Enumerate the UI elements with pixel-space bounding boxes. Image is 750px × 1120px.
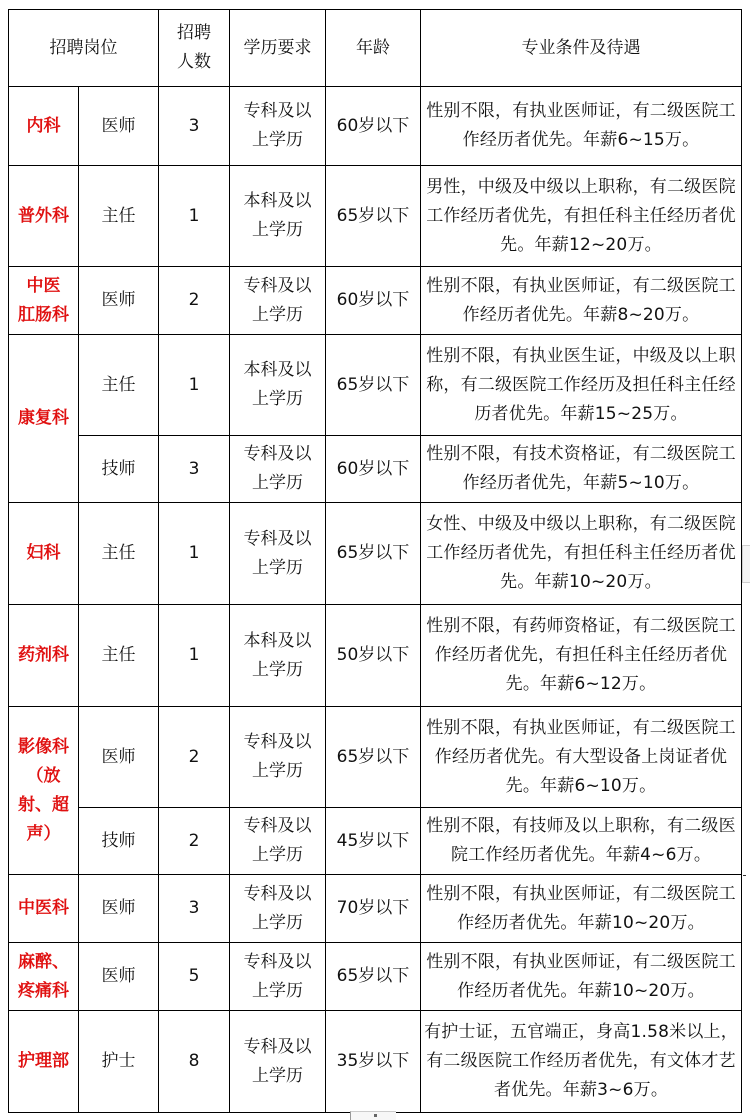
age-cell: 45岁以下: [326, 808, 421, 875]
table-row: [9, 943, 742, 1011]
dept-line-4: 声）: [26, 823, 61, 844]
description-cell: 性别不限，有执业医师证，有二级医院工作经历者优先。年薪10~20万。: [421, 943, 742, 1011]
role-cell: 医师: [79, 87, 159, 166]
education-cell: [230, 436, 326, 503]
dept-cell: 中医科: [9, 875, 79, 943]
education-line-1: 专科及以: [243, 1036, 312, 1057]
table-row: [9, 267, 742, 335]
education-cell: [230, 87, 326, 166]
role-cell: 主任: [79, 503, 159, 605]
dept-line-1: 影像科: [18, 736, 69, 757]
age-cell: 50岁以下: [326, 605, 421, 707]
education-line-1: 专科及以: [243, 732, 312, 752]
count-cell: 2: [159, 808, 230, 875]
side-scroll-handle[interactable]: [742, 545, 750, 583]
header-count-line-1: 招聘: [177, 23, 211, 43]
role-cell: 技师: [79, 808, 159, 875]
education-line-1: 专科及以: [243, 101, 312, 121]
role-cell: 医师: [79, 267, 159, 335]
role-cell: 主任: [79, 335, 159, 436]
education-line-1: 专科及以: [243, 816, 312, 836]
education-line-2: 上学历: [252, 220, 303, 240]
description-cell: 性别不限，有执业医生证，中级及以上职称，有二级医院工作经历及担任科主任经历者优先。年薪15~25万。: [421, 335, 742, 436]
header-age: 年龄: [326, 10, 421, 87]
count-cell: 1: [159, 166, 230, 267]
education-line-1: 专科及以: [243, 444, 312, 464]
education-cell: [230, 707, 326, 808]
role-cell: 护士: [79, 1011, 159, 1113]
education-line-2: 上学历: [252, 845, 303, 865]
age-cell: 70岁以下: [326, 875, 421, 943]
dept-line-3: 射、超: [18, 794, 69, 815]
dept-cell: 妇科: [9, 503, 79, 605]
education-cell: [230, 335, 326, 436]
education-cell: [230, 267, 326, 335]
education-cell: [230, 166, 326, 267]
table-row: [9, 605, 742, 707]
dept-cell: 内科: [9, 87, 79, 166]
education-line-2: 上学历: [252, 473, 303, 493]
table-row: [9, 1011, 742, 1113]
description-cell: 性别不限，有执业医师证，有二级医院工作经历者优先。年薪6~15万。: [421, 87, 742, 166]
age-cell: 60岁以下: [326, 267, 421, 335]
education-line-2: 上学历: [252, 912, 303, 933]
role-cell: 主任: [79, 605, 159, 707]
table-row: [9, 503, 742, 605]
age-cell: 65岁以下: [326, 335, 421, 436]
education-line-2: 上学历: [252, 1065, 303, 1086]
header-position: 招聘岗位: [9, 10, 159, 87]
education-line-1: 本科及以: [243, 630, 312, 651]
education-cell: [230, 943, 326, 1011]
edge-tick: [743, 875, 746, 876]
header-count: [159, 10, 230, 87]
header-education: 学历要求: [230, 10, 326, 87]
education-line-1: 专科及以: [243, 883, 312, 904]
count-cell: 3: [159, 87, 230, 166]
count-cell: 8: [159, 1011, 230, 1113]
header-row: [9, 10, 742, 87]
table-row: [9, 707, 742, 808]
count-cell: 3: [159, 436, 230, 503]
count-cell: 1: [159, 335, 230, 436]
dept-line-2: 肛肠科: [18, 304, 69, 325]
education-cell: [230, 1011, 326, 1113]
role-cell: 医师: [79, 943, 159, 1011]
description-cell: 有护士证，五官端正，身高1.58米以上，有二级医院工作经历者优先，有文体才艺者优先。年薪3~6万。: [421, 1011, 742, 1113]
table-row: [9, 87, 742, 166]
description-cell: 性别不限，有药师资格证，有二级医院工作经历者优先，有担任科主任经历者优先。年薪6~12万。: [421, 605, 742, 707]
count-cell: 3: [159, 875, 230, 943]
education-cell: [230, 808, 326, 875]
education-line-2: 上学历: [252, 557, 303, 578]
education-line-1: 本科及以: [243, 360, 312, 380]
education-line-2: 上学历: [252, 761, 303, 781]
table-row: [9, 436, 742, 503]
description-cell: 女性、中级及中级以上职称，有二级医院工作经历者优先，有担任科主任经历者优先。年薪10~20万。: [421, 503, 742, 605]
count-cell: 2: [159, 267, 230, 335]
count-cell: 1: [159, 503, 230, 605]
education-cell: [230, 605, 326, 707]
role-cell: 医师: [79, 707, 159, 808]
dept-cell: 护理部: [9, 1011, 79, 1113]
age-cell: 65岁以下: [326, 943, 421, 1011]
role-cell: 医师: [79, 875, 159, 943]
education-line-1: 专科及以: [243, 528, 312, 549]
education-line-2: 上学历: [252, 980, 303, 1001]
education-line-2: 上学历: [252, 389, 303, 409]
table-row: [9, 166, 742, 267]
description-cell: 男性，中级及中级以上职称，有二级医院工作经历者优先，有担任科主任经历者优先。年薪12~20万。: [421, 166, 742, 267]
dept-line-2: 疼痛科: [18, 980, 69, 1001]
recruitment-table: [8, 9, 742, 1113]
bottom-tick: [374, 1114, 377, 1117]
age-cell: 35岁以下: [326, 1011, 421, 1113]
age-cell: 60岁以下: [326, 436, 421, 503]
dept-cell: [9, 267, 79, 335]
dept-cell: 普外科: [9, 166, 79, 267]
dept-line-1: 麻醉、: [18, 951, 69, 972]
dept-line-1: 中医: [26, 275, 61, 296]
header-requirements: 专业条件及待遇: [421, 10, 742, 87]
age-cell: 65岁以下: [326, 503, 421, 605]
education-line-1: 专科及以: [243, 275, 312, 296]
dept-cell: 药剂科: [9, 605, 79, 707]
education-line-2: 上学历: [252, 659, 303, 680]
description-cell: 性别不限，有技术资格证，有二级医院工作经历者优先，年薪5~10万。: [421, 436, 742, 503]
count-cell: 2: [159, 707, 230, 808]
count-cell: 1: [159, 605, 230, 707]
description-cell: 性别不限，有技师及以上职称，有二级医院工作经历者优先。年薪4~6万。: [421, 808, 742, 875]
description-cell: 性别不限，有执业医师证，有二级医院工作经历者优先。年薪8~20万。: [421, 267, 742, 335]
role-cell: 主任: [79, 166, 159, 267]
table-row: [9, 875, 742, 943]
dept-line-2: （放: [26, 765, 61, 786]
age-cell: 60岁以下: [326, 87, 421, 166]
education-cell: [230, 503, 326, 605]
education-line-1: 本科及以: [243, 191, 312, 211]
table-row: [9, 808, 742, 875]
dept-cell: [9, 943, 79, 1011]
role-cell: 技师: [79, 436, 159, 503]
age-cell: 65岁以下: [326, 166, 421, 267]
dept-cell: 康复科: [9, 335, 79, 503]
education-line-1: 专科及以: [243, 951, 312, 972]
age-cell: 65岁以下: [326, 707, 421, 808]
description-cell: 性别不限，有执业医师证，有二级医院工作经历者优先。有大型设备上岗证者优先。年薪6~10万。: [421, 707, 742, 808]
education-line-2: 上学历: [252, 304, 303, 325]
description-cell: 性别不限，有执业医师证，有二级医院工作经历者优先。年薪10~20万。: [421, 875, 742, 943]
count-cell: 5: [159, 943, 230, 1011]
education-line-2: 上学历: [252, 130, 303, 150]
dept-cell: [9, 707, 79, 875]
table-row: [9, 335, 742, 436]
education-cell: [230, 875, 326, 943]
header-count-line-2: 人数: [177, 52, 211, 72]
